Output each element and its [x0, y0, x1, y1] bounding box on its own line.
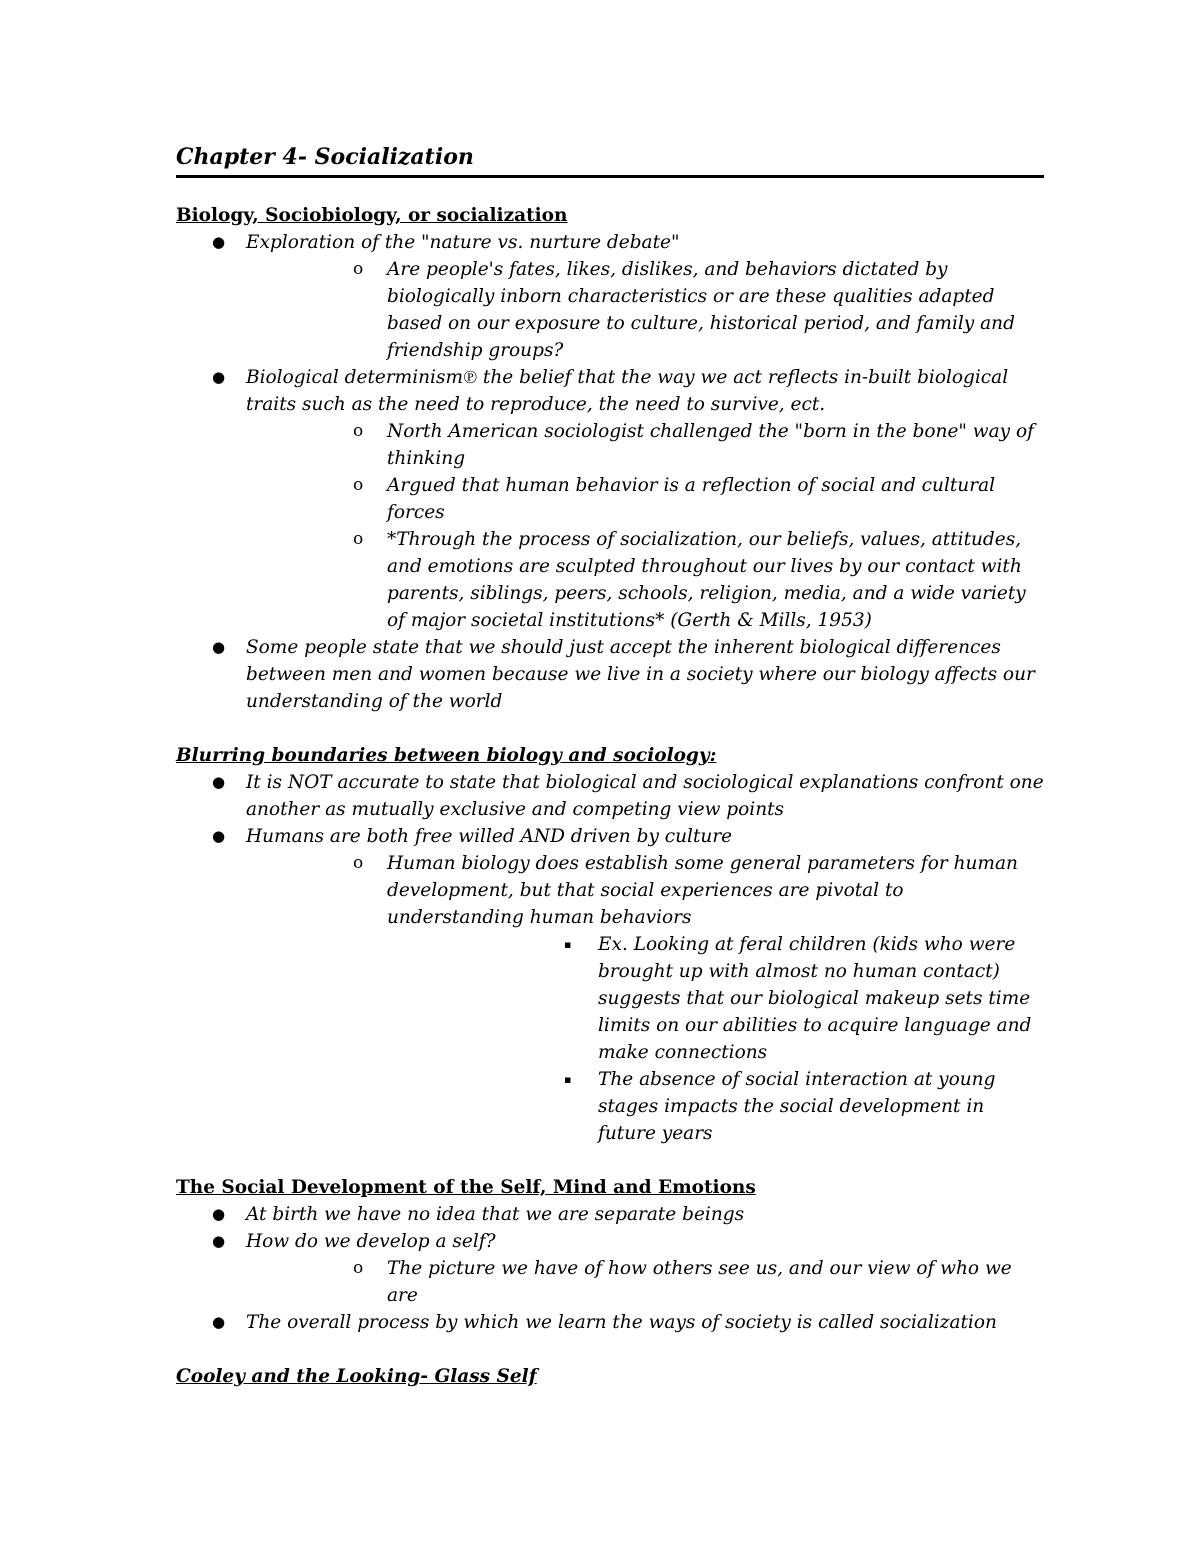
- list-item-text: Humans are both free willed AND driven by culture: [246, 826, 733, 847]
- list-item: [176, 769, 1044, 823]
- list-item: [246, 472, 1044, 526]
- sub-list: [246, 850, 1044, 1147]
- section-heading: Cooley and the Looking- Glass Self: [176, 1366, 537, 1387]
- list-item-text: North American sociologist challenged the "born in the bone" way of thinking: [387, 421, 1034, 469]
- spacer: [176, 715, 1044, 742]
- list-item: [176, 229, 1044, 364]
- spacer: [176, 1336, 1044, 1363]
- circle-bullet-icon: o: [353, 475, 364, 495]
- list-item: [176, 1309, 1044, 1336]
- sub-sub-list: [387, 931, 1044, 1147]
- circle-bullet-icon: o: [353, 529, 364, 549]
- circle-bullet-icon: o: [353, 421, 364, 441]
- list-item: [246, 418, 1044, 472]
- list-item: [387, 1066, 1044, 1147]
- list-item-text: The absence of social interaction at young stages impacts the social development in future years: [598, 1069, 996, 1144]
- list-item: [246, 526, 1044, 634]
- circle-bullet-icon: o: [353, 1258, 364, 1278]
- bullet-list: [176, 229, 1044, 715]
- section-heading: Biology, Sociobiology, or socialization: [176, 205, 568, 226]
- list-item-text: The picture we have of how others see us, and our view of who we are: [387, 1258, 1012, 1306]
- list-item-text: *Through the process of socialization, our beliefs, values, attitudes, and emotions are sculpted throughout our lives by our contact with parents, siblings, peers, schools, religion, media, and a wide variety of major societal institutions* (Gerth & Mills, 1953): [387, 529, 1026, 631]
- list-item-text: How do we develop a self?: [246, 1231, 496, 1252]
- bullet-icon: ●: [212, 1313, 226, 1331]
- list-item-text: At birth we have no idea that we are separate beings: [246, 1204, 745, 1225]
- list-item: [176, 823, 1044, 1147]
- list-item-text: Are people's fates, likes, dislikes, and behaviors dictated by biologically inborn characteristics or are these qualities adapted based on our exposure to culture, historical period, and family and friendship groups?: [387, 259, 1015, 361]
- square-bullet-icon: ▪: [564, 1073, 572, 1086]
- document-page: [176, 140, 1044, 1390]
- sub-list: [246, 256, 1044, 364]
- section-heading: The Social Development of the Self, Mind and Emotions: [176, 1177, 756, 1198]
- bullet-icon: ●: [212, 827, 226, 845]
- list-item-text: Ex. Looking at feral children (kids who were brought up with almost no human contact) suggests that our biological makeup sets time limits on our abilities to acquire language and make connections: [598, 934, 1032, 1063]
- list-item: [176, 634, 1044, 715]
- spacer: [176, 1147, 1044, 1174]
- square-bullet-icon: ▪: [564, 938, 572, 951]
- section-heading: Blurring boundaries between biology and sociology:: [176, 745, 717, 766]
- list-item: [387, 931, 1044, 1066]
- list-item: [176, 1228, 1044, 1309]
- bullet-icon: ●: [212, 1205, 226, 1223]
- list-item: [176, 1201, 1044, 1228]
- bullet-list: [176, 769, 1044, 1147]
- bullet-icon: ●: [212, 233, 226, 251]
- list-item-text: Human biology does establish some general parameters for human development, but that social experiences are pivotal to understanding human behaviors: [387, 853, 1018, 928]
- bullet-icon: ●: [212, 368, 226, 386]
- circle-bullet-icon: o: [353, 853, 364, 873]
- bullet-icon: ●: [212, 638, 226, 656]
- list-item-text: Argued that human behavior is a reflection of social and cultural forces: [387, 475, 996, 523]
- list-item: [176, 364, 1044, 634]
- circle-bullet-icon: o: [353, 259, 364, 279]
- list-item-text: Exploration of the "nature vs. nurture debate": [246, 232, 680, 253]
- list-item: [246, 850, 1044, 1147]
- sub-list: [246, 418, 1044, 634]
- list-item-text: It is NOT accurate to state that biological and sociological explanations confront one another as mutually exclusive and competing view points: [246, 772, 1044, 820]
- list-item-text: The overall process by which we learn the ways of society is called socialization: [246, 1312, 997, 1333]
- bullet-icon: ●: [212, 1232, 226, 1250]
- title-rule: [176, 175, 1044, 178]
- list-item: [246, 256, 1044, 364]
- page-title: Chapter 4- Socialization: [176, 144, 474, 170]
- list-item-text: Biological determinism℗ the belief that the way we act reflects in-built biological traits such as the need to reproduce, the need to survive, ect.: [246, 367, 1009, 415]
- list-item-text: Some people state that we should just accept the inherent biological differences between men and women because we live in a society where our biology affects our understanding of the world: [246, 637, 1035, 712]
- bullet-icon: ●: [212, 773, 226, 791]
- sub-list: [246, 1255, 1044, 1309]
- list-item: [246, 1255, 1044, 1309]
- bullet-list: [176, 1201, 1044, 1336]
